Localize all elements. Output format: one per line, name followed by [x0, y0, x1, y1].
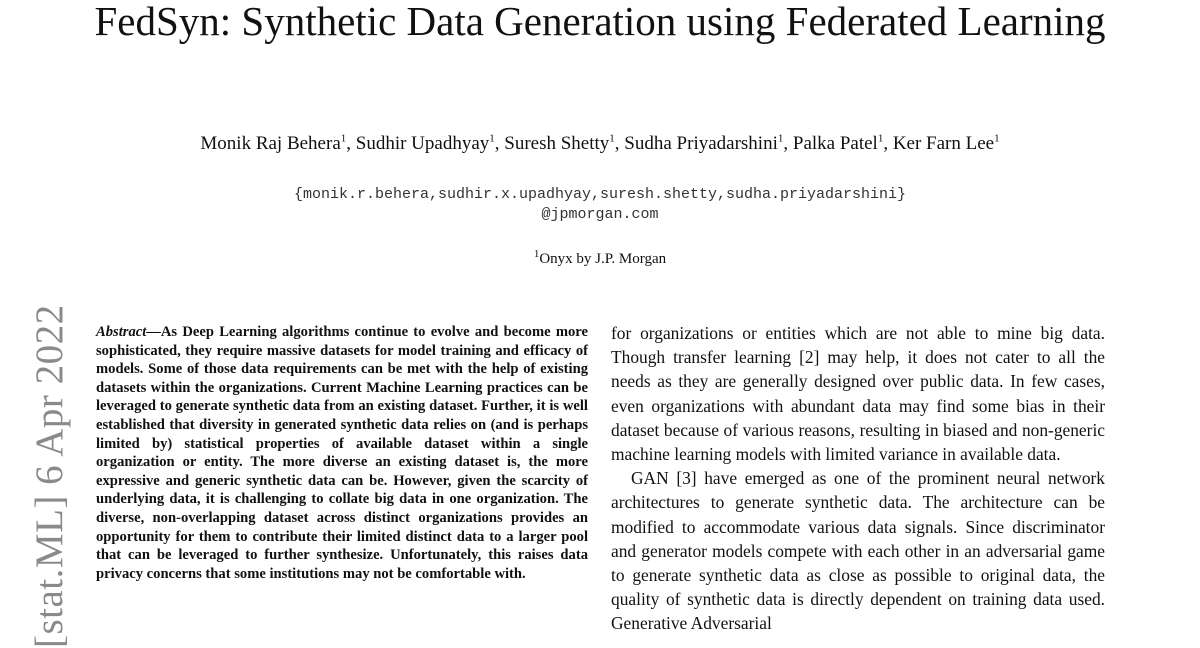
abstract: [96, 323, 588, 583]
body-paragraph: for organizations or entities which are not able to mine big data. Though transfer learning [2] may help, it does not cater to all the needs as they are generally designed over public data. In few cases, even organizations with abundant data may find some bias in their dataset because of various reasons, resulting in biased and non-generic machine learning models with limited variance in available data.: [611, 323, 1105, 465]
author-emails: [0, 185, 1200, 225]
author-name: Ker Farn Lee: [892, 133, 995, 154]
affiliation-marker: 1: [533, 248, 540, 260]
author-list: Monik Raj Behera$^1$, Sudhir Upadhyay$^1$, Suresh Shetty$^1$, Sudha Priyadarshini$^1$, Palka Patel$^1$, Ker Farn Lee$^1$: [200, 132, 1000, 154]
author-name: Palka Patel: [792, 133, 878, 154]
abstract-label: Abstract: [96, 324, 147, 340]
affiliation-marker: 1: [340, 132, 347, 145]
body-column-right: [611, 321, 1105, 636]
affiliation-marker: 1: [609, 132, 615, 145]
author-name: Monik Raj Behera: [200, 133, 341, 154]
affiliation-marker: 1: [877, 132, 884, 145]
abstract-text: —As Deep Learning algorithms continue to evolve and become more sophisticated, they require massive datasets for model training and efficacy of models. Some of those data requirements can be met with the help of existing datasets within the organizations. Current Machine Learning practices can be leveraged to generate synthetic data from an existing dataset. Further, it is well established that diversity in generated synthetic data relies on (and is perhaps limited by) statistical properties of available dataset within a single organization or entity. The more diverse an existing dataset is, the more expressive and generic synthetic data can be. However, given the scarcity of underlying data, it is challenging to collate big data in one organization. The diverse, non-overlapping dataset across distinct organizations provides an opportunity for them to contribute their limited distinct data to a larger pool that can be leveraged to further synthesize. Unfortunately, this raises data privacy concerns that some institutions may not be comfortable with.: [96, 324, 588, 582]
affiliation: [0, 249, 1200, 269]
author-name: Sudhir Upadhyay: [355, 133, 490, 154]
arxiv-side-stamp: [stat.ML] 6 Apr 2022: [28, 304, 71, 648]
affiliation-marker: 1: [489, 132, 495, 145]
email-domain-line: @jpmorgan.com: [541, 206, 659, 223]
author-name: Sudha Priyadarshini: [624, 133, 778, 154]
affiliation-marker: 1: [777, 132, 784, 145]
affiliation-name: Onyx by J.P. Morgan: [539, 251, 667, 267]
author-name: Suresh Shetty: [504, 133, 610, 154]
paper-title: FedSyn: Synthetic Data Generation using Federated Learning: [94, 0, 1106, 44]
affiliation-marker: 1: [994, 132, 1000, 145]
email-list-line: {monik.r.behera,sudhir.x.upadhyay,suresh.shetty,sudha.priyadarshini}: [293, 186, 907, 203]
body-paragraph: GAN [3] have emerged as one of the prominent neural network architectures to generate synthetic data. The architecture can be modified to accommodate various data signals. Since discriminator and generator models compete with each other in an adversarial game to generate synthetic data as close as possible to original data, the quality of synthetic data is directly dependent on training data used. Generative Adversarial: [611, 468, 1105, 634]
